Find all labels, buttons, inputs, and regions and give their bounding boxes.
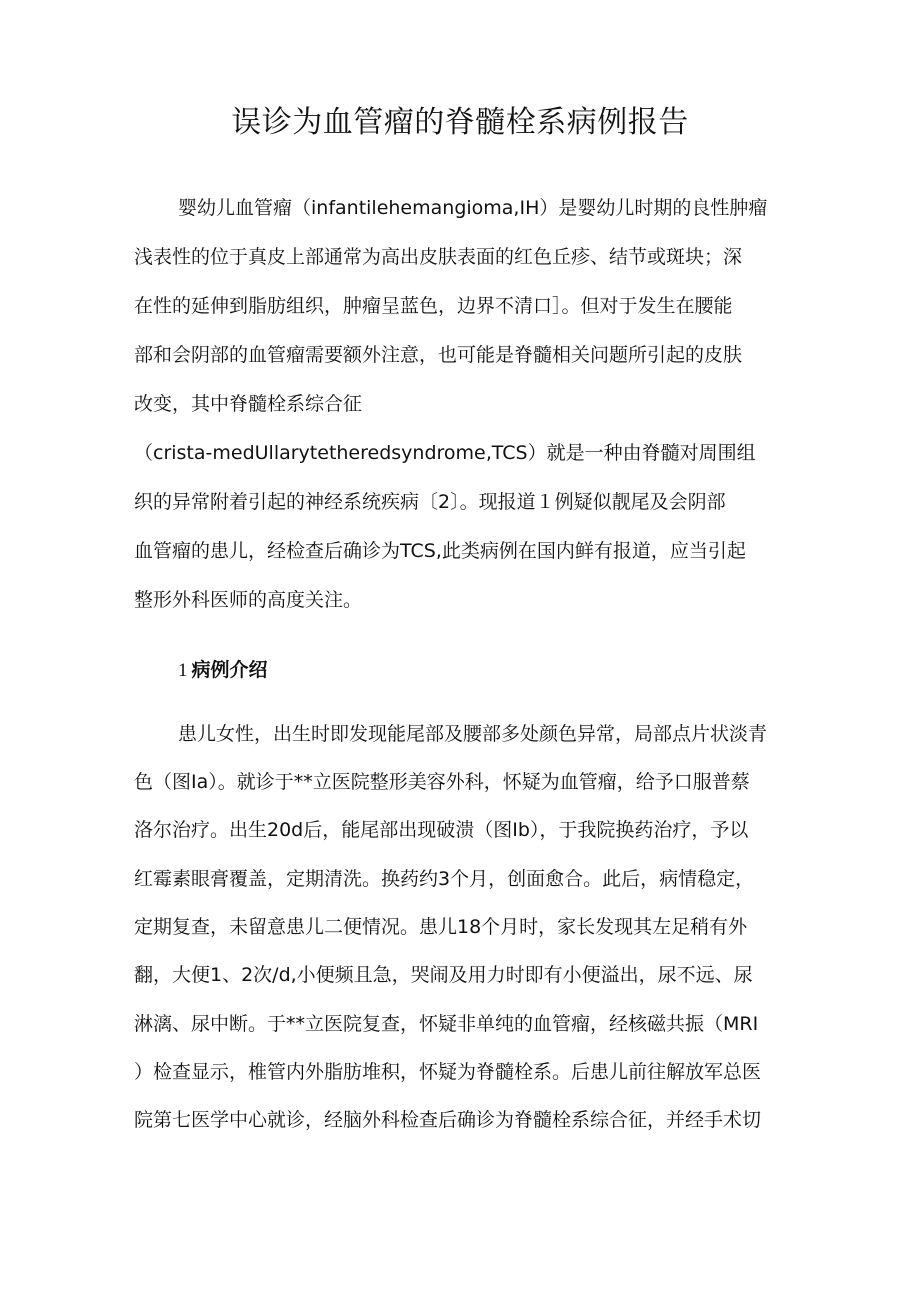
paragraph-1-line-2: 浅表性的位于真皮上部通常为高出皮肤表面的红色丘疹、结节或斑块；深 xyxy=(134,246,743,268)
paragraph-1-line-4: 部和会阴部的血管瘤需要额外注意，也可能是脊髓相关问题所引起的皮肤 xyxy=(134,344,743,366)
paragraph-2-line-2: 色（图Ia）。就诊于**立医院整形美容外科，怀疑为血管瘤，给予口服普蔡 xyxy=(134,771,750,793)
paragraph-1-line-8: 血管瘤的患儿，经检查后确诊为TCS,此类病例在国内鲜有报道，应当引起 xyxy=(134,540,746,562)
paragraph-2-line-9: 院第七医学中心就诊，经脑外科检查后确诊为脊髓栓系综合征，并经手术切 xyxy=(134,1109,762,1131)
paragraph-2-line-4: 红霉素眼膏覆盖，定期清洗。换药约3个月，创面愈合。此后，病情稳定， xyxy=(134,868,755,890)
paragraph-1-line-5: 改变，其中脊髓栓系综合征 xyxy=(134,393,363,415)
document-title: 误诊为血管瘤的脊髓栓系病例报告 xyxy=(231,105,689,140)
paragraph-1-line-1: 婴幼儿血管瘤（infantilehemangioma,IH）是婴幼儿时期的良性肿瘤 xyxy=(178,197,768,219)
section-1-number: 1 xyxy=(178,660,188,681)
paragraph-2-line-3: 洛尔治疗。出生20d后，能尾部出现破溃（图Ib），于我院换药治疗，予以 xyxy=(134,819,749,841)
paragraph-2-line-6: 翻，大便1、2次/d,小便频且急，哭闹及用力时即有小便溢出，尿不远、尿 xyxy=(134,964,753,986)
paragraph-2-line-1: 患儿女性，出生时即发现能尾部及腰部多处颜色异常，局部点片状淡青 xyxy=(178,723,768,745)
paragraph-2-line-7: 淋漓、尿中断。于**立医院复查，怀疑非单纯的血管瘤，经核磁共振（MRI xyxy=(134,1013,759,1035)
section-1-heading xyxy=(178,656,268,685)
paragraph-1-line-9: 整形外科医师的高度关注。 xyxy=(134,589,363,611)
section-1-title: 病例介绍 xyxy=(191,659,268,681)
paragraph-1-line-7: 织的异常附着引起的神经系统疾病〔2〕。现报道１例疑似靓尾及会阴部 xyxy=(134,491,726,513)
paragraph-2-line-8: ）检查显示，椎管内外脂肪堆积，怀疑为脊髓栓系。后患儿前往解放军总医 xyxy=(134,1061,762,1083)
paragraph-1-line-3: 在性的延伸到脂肪组织，肿瘤呈蓝色，边界不清口］。但对于发生在腰能 xyxy=(134,295,733,317)
paragraph-1-line-6: （crista-medUllarytetheredsyndrome‚TCS）就是一种由脊髓对周围组 xyxy=(134,442,756,464)
paragraph-2-line-5: 定期复查，未留意患儿二便情况。患儿18个月时，家长发现其左足稍有外 xyxy=(134,916,748,938)
